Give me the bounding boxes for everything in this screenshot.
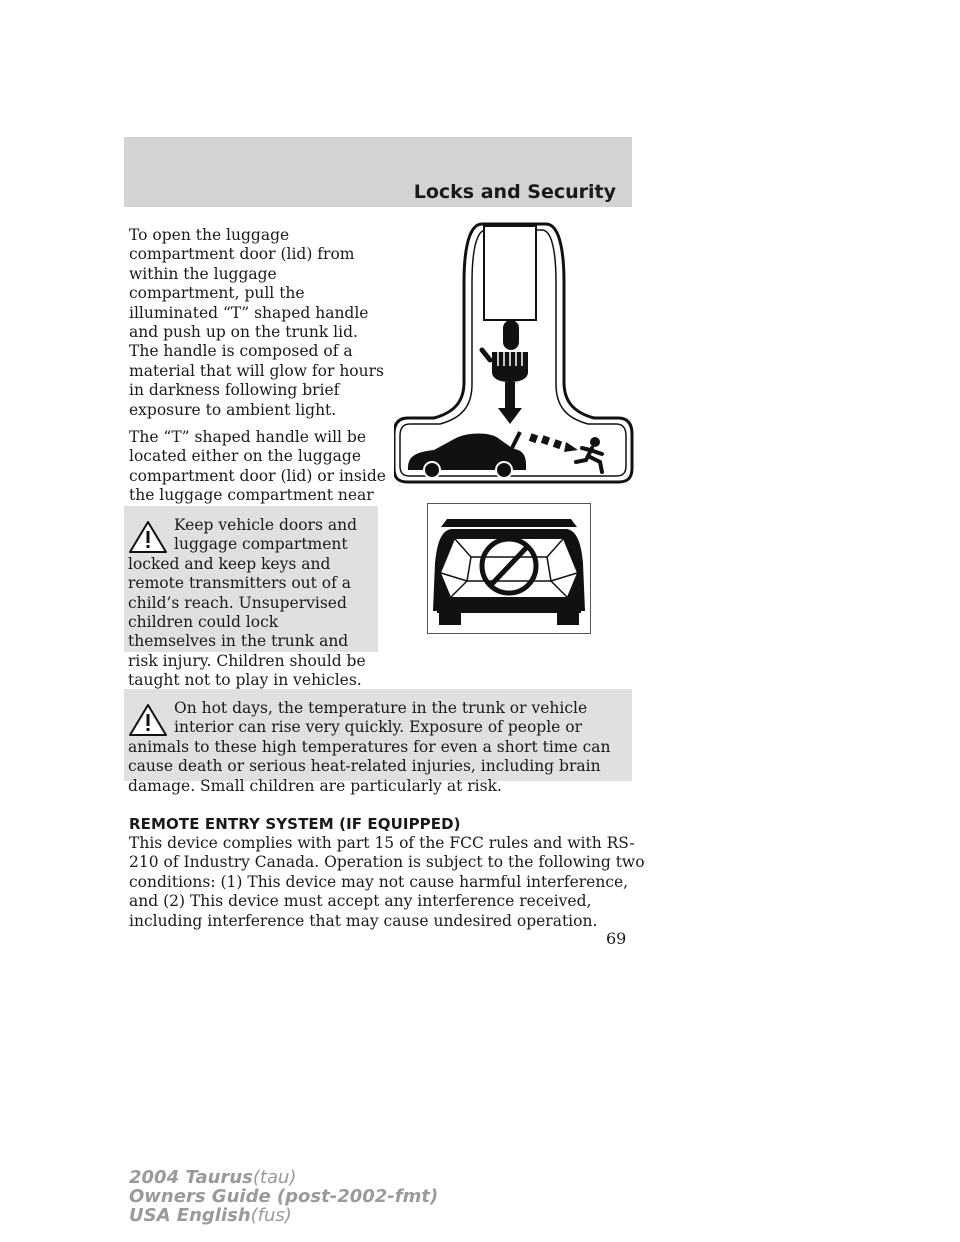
footer-line-2 bbox=[129, 1187, 438, 1206]
warning-heat-text: On hot days, the temperature in the trunk or vehicle interior can rise very quickly. Exposure of people or animals to these high temperatures for even a short time can cause death or serious heat-related injuries, including brain damage. Small children are particularly at risk. bbox=[128, 699, 611, 795]
footer-model: 2004 Taurus bbox=[129, 1167, 253, 1188]
footer-language-code: (fus) bbox=[250, 1205, 292, 1226]
warning-children-box bbox=[124, 506, 378, 690]
no-children-in-trunk-illustration bbox=[427, 503, 591, 634]
header-band bbox=[124, 137, 632, 207]
warning-triangle-icon bbox=[128, 520, 168, 554]
footer-language: USA English bbox=[129, 1205, 251, 1226]
warning-heat-box bbox=[124, 689, 632, 795]
footer-model-code: (tau) bbox=[252, 1167, 297, 1188]
warning-triangle-icon bbox=[128, 703, 168, 737]
document-footer bbox=[129, 1168, 438, 1225]
page-number: 69 bbox=[606, 929, 627, 948]
footer-line-1 bbox=[129, 1168, 438, 1187]
warning-children-text: Keep vehicle doors and luggage compartment locked and keep keys and remote transmitters out of a child’s reach. Unsupervised children could lock themselves in the trunk and risk injury. Children should be taught not to play in vehicles. bbox=[128, 516, 366, 690]
footer-guide: Owners Guide (post-2002-fmt) bbox=[129, 1186, 439, 1207]
intro-paragraph-2: The “T” shaped handle will be located either on the luggage compartment door (lid) or inside the luggage compartment near bbox=[129, 428, 386, 505]
remote-entry-body: This device complies with part 15 of the FCC rules and with RS-210 of Industry Canada. Operation is subject to the following two conditions: (1) This device may not cause harmful interference, and (2) This device must accept any interference received, including interference that may cause undesired operation. bbox=[129, 834, 645, 930]
remote-entry-heading: REMOTE ENTRY SYSTEM (IF EQUIPPED) bbox=[129, 815, 461, 833]
section-title: Locks and Security bbox=[413, 181, 616, 203]
footer-line-3 bbox=[129, 1206, 438, 1225]
trunk-release-handle-illustration bbox=[394, 222, 634, 484]
intro-paragraph-1: To open the luggage compartment door (lid) from within the luggage compartment, pull the illuminated “T” shaped handle and push up on the trunk lid. The handle is composed of a material that will glow for hours in darkness following brief exposure to ambient light. bbox=[129, 226, 384, 419]
intro-text bbox=[129, 226, 391, 533]
